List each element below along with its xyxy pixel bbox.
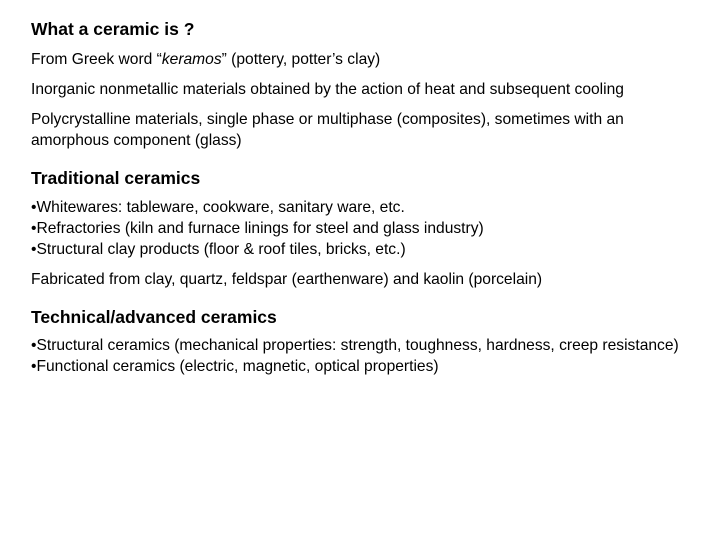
traditional-bullet-list (31, 197, 697, 260)
list-item: •Refractories (kiln and furnace linings for steel and glass industry) (31, 219, 484, 237)
section-heading-technical: Technical/advanced ceramics (31, 306, 277, 327)
fabrication-note: Fabricated from clay, quartz, feldspar (earthenware) and kaolin (porcelain) (31, 270, 543, 288)
origin-word: keramos (161, 50, 222, 68)
section-heading-traditional: Traditional ceramics (31, 167, 201, 188)
list-item: •Whitewares: tableware, cookware, sanitary ware, etc. (31, 198, 405, 216)
section-heading-what-ceramic: What a ceramic is ? (31, 19, 195, 39)
structure-text: Polycrystalline materials, single phase or multiphase (composites), sometimes with an amorphous component (glass) (31, 110, 624, 149)
list-item: •Structural ceramics (mechanical properties: strength, toughness, hardness, creep resistance) (31, 337, 679, 355)
definition-text: Inorganic nonmetallic materials obtained by the action of heat and subsequent cooling (31, 80, 624, 98)
list-item: •Structural clay products (floor & roof tiles, bricks, etc.) (31, 240, 406, 258)
origin-text (31, 49, 697, 70)
origin-prefix: From Greek word “ (31, 50, 162, 68)
origin-suffix: ” (pottery, potter’s clay) (221, 50, 381, 68)
list-item: •Functional ceramics (electric, magnetic, optical properties) (31, 358, 439, 376)
slide-content (31, 18, 697, 377)
technical-bullet-list (31, 335, 697, 377)
